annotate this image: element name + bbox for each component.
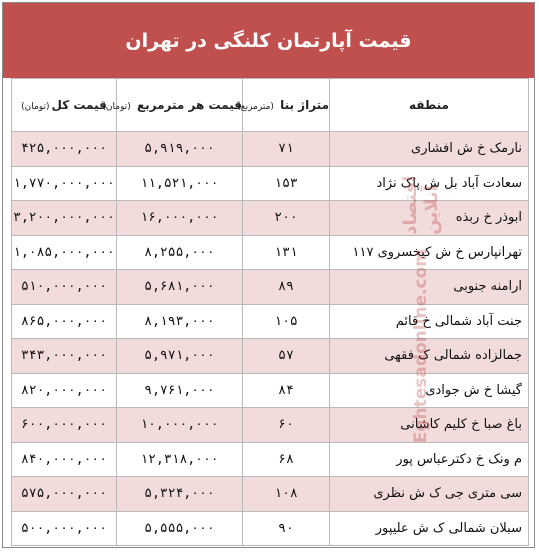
- price-per-m2-cell: ۱۲,۳۱۸,۰۰۰: [117, 442, 243, 477]
- price-per-m2-cell: ۱۶,۰۰۰,۰۰۰: [117, 201, 243, 236]
- price-per-m2-cell: ۵,۳۲۴,۰۰۰: [117, 477, 243, 512]
- price-per-m2-cell: ۸,۱۹۳,۰۰۰: [117, 304, 243, 339]
- price-per-m2-cell: ۱۰,۰۰۰,۰۰۰: [117, 408, 243, 443]
- table-row: [12, 442, 529, 477]
- price-per-m2-cell: ۵,۵۵۵,۰۰۰: [117, 511, 243, 546]
- region-cell: گیشا خ ش جوادی: [330, 373, 529, 408]
- table-row: [12, 132, 529, 167]
- header-total-price: قیمت کل(تومان): [12, 79, 117, 132]
- table-row: [12, 511, 529, 546]
- header-row: [12, 79, 529, 132]
- region-cell: م ونک خ دکترعباس پور: [330, 442, 529, 477]
- header-area: متراژ بنا (مترمربع): [243, 79, 330, 132]
- area-cell: ۸۹: [243, 270, 330, 305]
- price-per-m2-cell: ۵,۹۷۱,۰۰۰: [117, 339, 243, 374]
- area-cell: ۷۱: [243, 132, 330, 167]
- price-table: [11, 78, 529, 546]
- area-cell: ۶۸: [243, 442, 330, 477]
- area-cell: ۹۰: [243, 511, 330, 546]
- area-cell: ۱۵۳: [243, 166, 330, 201]
- total-price-cell: ۸۲۰,۰۰۰,۰۰۰: [12, 373, 117, 408]
- region-cell: سعادت آباد بل ش پاک نژاد: [330, 166, 529, 201]
- area-cell: ۸۴: [243, 373, 330, 408]
- area-cell: ۱۰۵: [243, 304, 330, 339]
- area-cell: ۲۰۰: [243, 201, 330, 236]
- price-per-m2-cell: ۵,۹۱۹,۰۰۰: [117, 132, 243, 167]
- region-cell: سبلان شمالی ک ش علیپور: [330, 511, 529, 546]
- table-row: [12, 373, 529, 408]
- table-row: [12, 304, 529, 339]
- total-price-cell: ۵۱۰,۰۰۰,۰۰۰: [12, 270, 117, 305]
- region-cell: ارامنه جنوبی: [330, 270, 529, 305]
- total-price-cell: ۸۴۰,۰۰۰,۰۰۰: [12, 442, 117, 477]
- area-cell: ۶۰: [243, 408, 330, 443]
- table-row: [12, 339, 529, 374]
- area-cell: ۵۷: [243, 339, 330, 374]
- table-row: [12, 201, 529, 236]
- area-cell: ۱۳۱: [243, 235, 330, 270]
- watermark-fa: اقتصاد آنلاین: [400, 175, 442, 235]
- watermark-en: Eghtesadonline.com: [411, 248, 431, 443]
- total-price-cell: ۱,۰۸۵,۰۰۰,۰۰۰: [12, 235, 117, 270]
- region-cell: تهرانپارس خ ش کیخسروی ۱۱۷: [330, 235, 529, 270]
- region-cell: سی متری جی ک ش نظری: [330, 477, 529, 512]
- table-row: [12, 477, 529, 512]
- header-total-price-unit: (تومان): [21, 102, 50, 112]
- price-per-m2-cell: ۸,۲۵۵,۰۰۰: [117, 235, 243, 270]
- region-cell: جنت آباد شمالی خ قائم: [330, 304, 529, 339]
- table-row: [12, 235, 529, 270]
- price-per-m2-cell: ۵,۶۸۱,۰۰۰: [117, 270, 243, 305]
- total-price-cell: ۵۷۵,۰۰۰,۰۰۰: [12, 477, 117, 512]
- total-price-cell: ۵۰۰,۰۰۰,۰۰۰: [12, 511, 117, 546]
- table-row: [12, 270, 529, 305]
- table-row: [12, 166, 529, 201]
- region-cell: باغ صبا خ کلیم کاشانی: [330, 408, 529, 443]
- price-per-m2-cell: ۹,۷۶۱,۰۰۰: [117, 373, 243, 408]
- region-cell: نارمک خ ش افشاری: [330, 132, 529, 167]
- total-price-cell: ۳,۲۰۰,۰۰۰,۰۰۰: [12, 201, 117, 236]
- region-cell: جمالزاده شمالی ک فقهی: [330, 339, 529, 374]
- header-price-per-m2-unit: (تومان): [102, 102, 131, 112]
- header-price-per-m2: قیمت هر مترمربع (تومان): [117, 79, 243, 132]
- table-row: [12, 408, 529, 443]
- header-region: منطقه: [330, 79, 529, 132]
- total-price-cell: ۸۶۵,۰۰۰,۰۰۰: [12, 304, 117, 339]
- total-price-cell: ۳۴۳,۰۰۰,۰۰۰: [12, 339, 117, 374]
- header-area-unit: (مترمربع): [237, 102, 274, 112]
- total-price-cell: ۱,۷۷۰,۰۰۰,۰۰۰: [12, 166, 117, 201]
- price-per-m2-cell: ۱۱,۵۲۱,۰۰۰: [117, 166, 243, 201]
- total-price-cell: ۴۲۵,۰۰۰,۰۰۰: [12, 132, 117, 167]
- area-cell: ۱۰۸: [243, 477, 330, 512]
- table-frame: [2, 2, 535, 548]
- total-price-cell: ۶۰۰,۰۰۰,۰۰۰: [12, 408, 117, 443]
- region-cell: ابوذر خ ربذه: [330, 201, 529, 236]
- table-title: قیمت آپارتمان کلنگی در تهران: [3, 3, 534, 78]
